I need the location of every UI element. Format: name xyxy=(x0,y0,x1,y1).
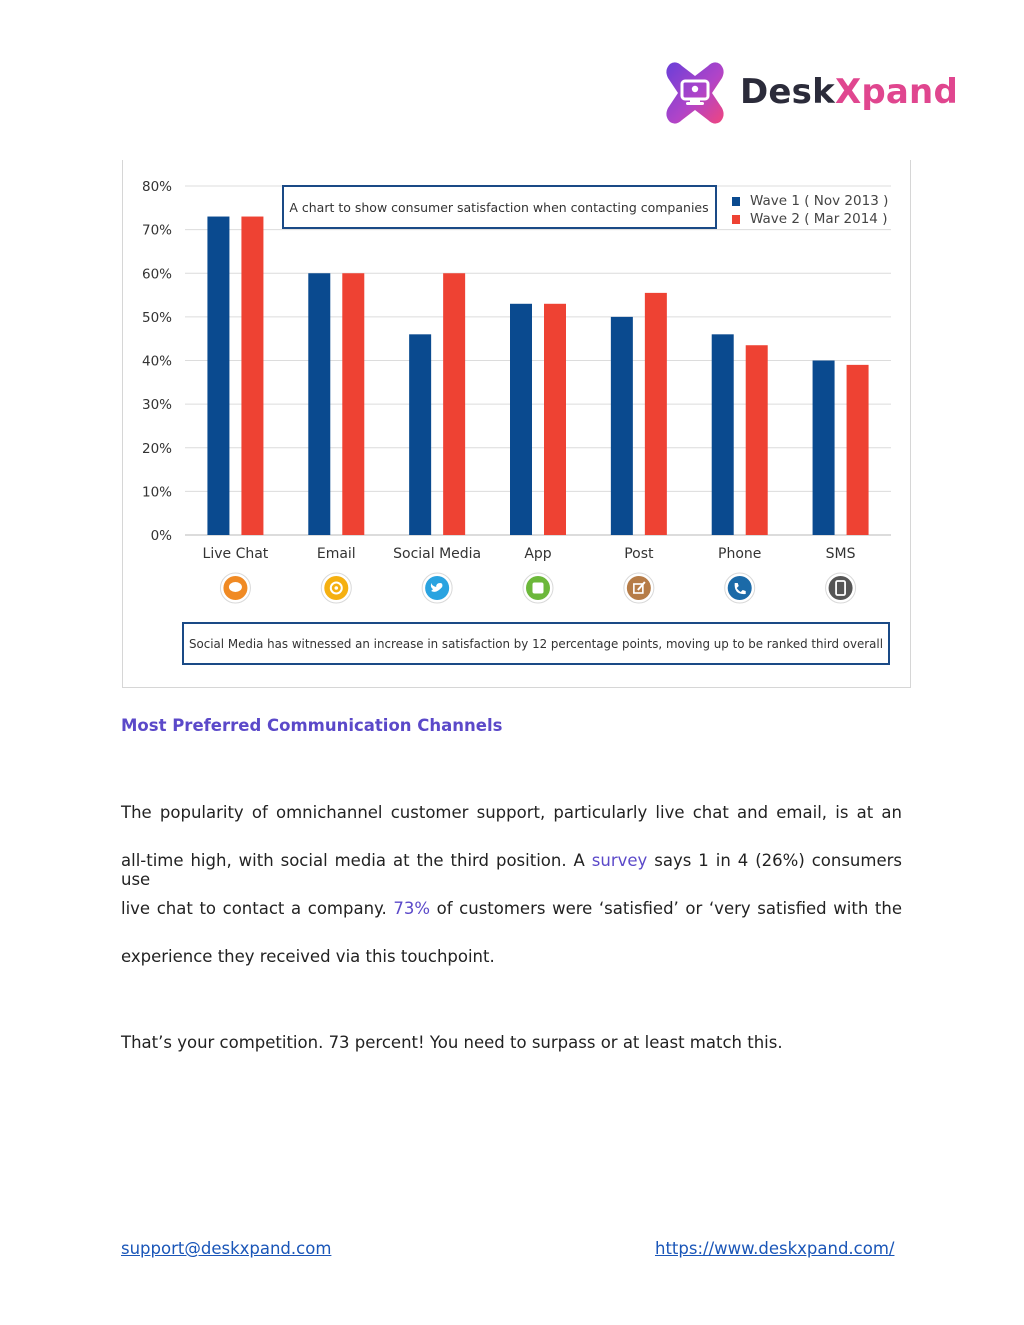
y-tick-label: 0% xyxy=(150,528,172,544)
chat-bubble-glyph xyxy=(229,582,242,592)
y-tick-label: 80% xyxy=(141,179,172,195)
bar xyxy=(544,304,566,535)
brand-logo-icon xyxy=(662,60,728,126)
app-square-glyph xyxy=(533,583,544,594)
x-tick-label: Live Chat xyxy=(202,546,269,562)
footer-email-link[interactable]: support@deskxpand.com xyxy=(121,1239,332,1258)
legend-label: Wave 2 ( Mar 2014 ) xyxy=(750,211,888,227)
satisfaction-chart xyxy=(122,160,911,688)
chart-svg xyxy=(123,160,910,687)
paragraph-line: all-time high, with social media at the third position. A survey says 1 in 4 (26%) consumers use xyxy=(121,851,902,889)
chart-title: A chart to show consumer satisfaction when contacting companies xyxy=(289,200,709,215)
brand-name: DeskXpand xyxy=(740,72,958,112)
x-tick-label: App xyxy=(524,546,552,562)
bar xyxy=(207,217,229,535)
legend-label: Wave 1 ( Nov 2013 ) xyxy=(750,193,889,209)
y-tick-label: 10% xyxy=(141,484,172,501)
bar xyxy=(510,304,532,535)
paragraph-competition: That’s your competition. 73 percent! You need to surpass or at least match this. xyxy=(121,1033,783,1052)
x-tick-label: Email xyxy=(316,546,356,562)
footer-website-link[interactable]: https://www.deskxpand.com/ xyxy=(655,1239,895,1258)
bar xyxy=(847,365,869,535)
phone-icon xyxy=(728,576,752,600)
brand-logo[interactable] xyxy=(662,60,958,130)
x-tick-label: Phone xyxy=(718,546,762,562)
x-tick-label: Social Media xyxy=(393,546,482,562)
at-sign-dot xyxy=(334,586,338,590)
y-tick-label: 30% xyxy=(141,397,172,414)
legend-swatch xyxy=(732,197,740,206)
annotation-text: Social Media has witnessed an increase in satisfaction by 12 percentage points, moving up to be ranked third overall xyxy=(189,636,883,651)
paragraph-line: experience they received via this touchpoint. xyxy=(121,947,495,966)
bar xyxy=(342,273,364,535)
section-heading: Most Preferred Communication Channels xyxy=(121,716,503,735)
bar xyxy=(241,217,263,535)
paragraph-line: The popularity of omnichannel customer support, particularly live chat and email, is at an xyxy=(121,803,902,822)
x-tick-label: Post xyxy=(624,546,654,562)
stat-link[interactable]: 73% xyxy=(393,899,431,918)
survey-link[interactable]: survey xyxy=(591,851,648,870)
sms-icon xyxy=(829,576,853,600)
bar xyxy=(645,293,667,535)
legend-swatch xyxy=(732,215,740,224)
y-tick-label: 50% xyxy=(141,309,172,326)
bar xyxy=(443,273,465,535)
bar xyxy=(746,345,768,535)
paragraph-line: live chat to contact a company. 73% of customers were ‘satisfied’ or ‘very satisfied with the xyxy=(121,899,902,918)
bar xyxy=(308,273,330,535)
bar xyxy=(813,361,835,536)
y-tick-label: 70% xyxy=(141,222,172,239)
bar xyxy=(611,317,633,535)
y-tick-label: 60% xyxy=(141,266,172,283)
bar xyxy=(712,334,734,535)
y-tick-label: 40% xyxy=(141,353,172,370)
bar xyxy=(409,334,431,535)
y-tick-label: 20% xyxy=(141,440,172,457)
x-tick-label: SMS xyxy=(825,546,856,562)
